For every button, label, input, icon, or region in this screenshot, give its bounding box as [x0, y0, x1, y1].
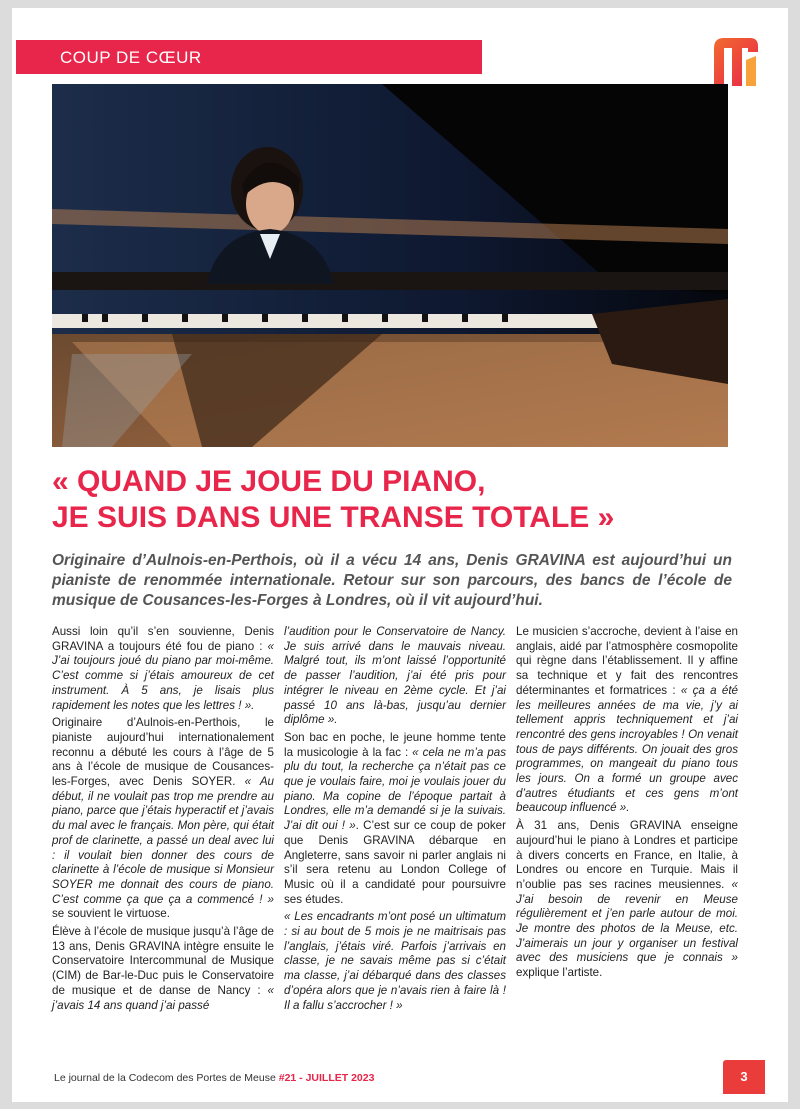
footer-journal: Le journal de la Codecom des Portes de Meuse — [54, 1072, 276, 1084]
article-column-1 — [52, 625, 274, 1016]
magazine-page — [12, 8, 788, 1102]
headline-line-1: « QUAND JE JOUE DU PIANO, — [52, 465, 486, 498]
paragraph: « Les encadrants m’ont posé un ultimatum : si au bout de 5 mois je ne maitrisais pas l’anglais, j’étais viré. Parfois j’arrivais en classe, je ne savais même pas si c’était ma classe, j’ai débarqué dans des classes d’opéra alors que je n’avais rien à faire là ! Il a fallu s’accrocher ! » — [284, 910, 506, 1012]
paragraph: Aussi loin qu’il s’en souvienne, Denis GRAVINA a toujours été fou de piano : « J’ai toujours joué du piano par moi-même. C’est comme si j’étais amoureux de cet instrument. À 5 ans, je lisais plus rapidement les notes que les lettres ! ». — [52, 625, 274, 712]
paragraph: Son bac en poche, le jeune homme tente la musicologie à la fac : « cela ne m’a pas plu du tout, la recherche ça n’était pas ce que je voulais faire, moi je voulais jouer du piano. Ma copine de l’époque partait à Londres, elle m’a demandé si je la suivais. J’ai dit oui ! ». C’est sur ce coup de poker que Denis GRAVINA débarque en Angleterre, sans savoir ni parler anglais ni s’il sera retenu au London College of Music où il a candidaté pour poursuivre ses études. — [284, 730, 506, 906]
pianist-photo — [52, 84, 728, 447]
headline — [52, 464, 752, 536]
footer-issue: #21 - JUILLET 2023 — [278, 1072, 375, 1084]
codecom-logo-icon — [706, 30, 764, 92]
headline-line-2: JE SUIS DANS UNE TRANSE TOTALE » — [52, 501, 615, 534]
paragraph: À 31 ans, Denis GRAVINA enseigne aujourd’hui le piano à Londres et participe à divers concerts en France, en Italie, à Londres ou encore en Turquie. Mais il n’oublie pas ses racines meusiennes. « J’ai besoin de revenir en Meuse régulièrement et j’en parle autour de moi. Je montre des photos de la Meuse, etc. J’aimerais un jour y organiser un festival avec des musiciens que je connais » explique l’artiste. — [516, 819, 738, 980]
page-number: 3 — [723, 1060, 765, 1094]
article-column-3 — [516, 625, 738, 984]
section-title: COUP DE CŒUR — [60, 48, 202, 67]
article-column-2 — [284, 625, 506, 1016]
lead-paragraph: Originaire d’Aulnois-en-Perthois, où il a vécu 14 ans, Denis GRAVINA est aujourd’hui un pianiste de renommée internationale. Retour sur son parcours, des bancs de l’école de musique de Cousances-les-Forges à Londres, où il vit aujourd’hui. — [52, 552, 732, 609]
paragraph: Élève à l’école de musique jusqu’à l’âge de 13 ans, Denis GRAVINA intègre ensuite le Conservatoire Intercommunal de Musique (CIM) de Bar-le-Duc puis le Conservatoire de musique et de danse de Nancy : « j’avais 14 ans quand j’ai passé — [52, 925, 274, 1012]
paragraph: Originaire d’Aulnois-en-Perthois, le pianiste aujourd’hui internationalement reconnu a débuté les cours à l’âge de 5 ans à l’école de musique de Cousances-les-Forges, avec Denis SOYER. « Au début, il ne voulait pas trop me prendre au piano, parce que j’étais hyperactif et j’avais du mal avec le français. Mon père, qui était prof de clarinette, a passé un deal avec lui : il voulait bien donner des cours de clarinette à l’école de musique si Monsieur SOYER me donnait des cours de piano. C’est comme ça que ça a commencé ! » se souvient le virtuose. — [52, 716, 274, 921]
footer — [54, 1072, 374, 1084]
paragraph: Le musicien s’accroche, devient à l’aise en anglais, aidé par l’atmosphère cosmopolite qui règne dans l’établissement. Il y affine sa technique et y fait des rencontres déterminantes et formatrices : « ça a été les meilleures années de ma vie, j’y ai tellement appris techniquement et j’ai rencontré des gens incroyables ! On venait tous de pays différents. On jouait des gros programmes, on mangeait du piano tous les jours. On a formé un groupe avec d’autres étudiants et ces gens m’ont beaucoup influencé ». — [516, 625, 739, 815]
section-banner — [16, 40, 482, 74]
paragraph: l’audition pour le Conservatoire de Nancy. Je suis arrivé dans le mauvais niveau. Malgré tout, ils m’ont laissé l’opportunité de passer l’audition, j’ai été pris pour intégrer le niveau en 2ème cycle. Et j’ai passé 10 ans là-bas, jusqu’au dernier diplôme ». — [284, 625, 506, 727]
